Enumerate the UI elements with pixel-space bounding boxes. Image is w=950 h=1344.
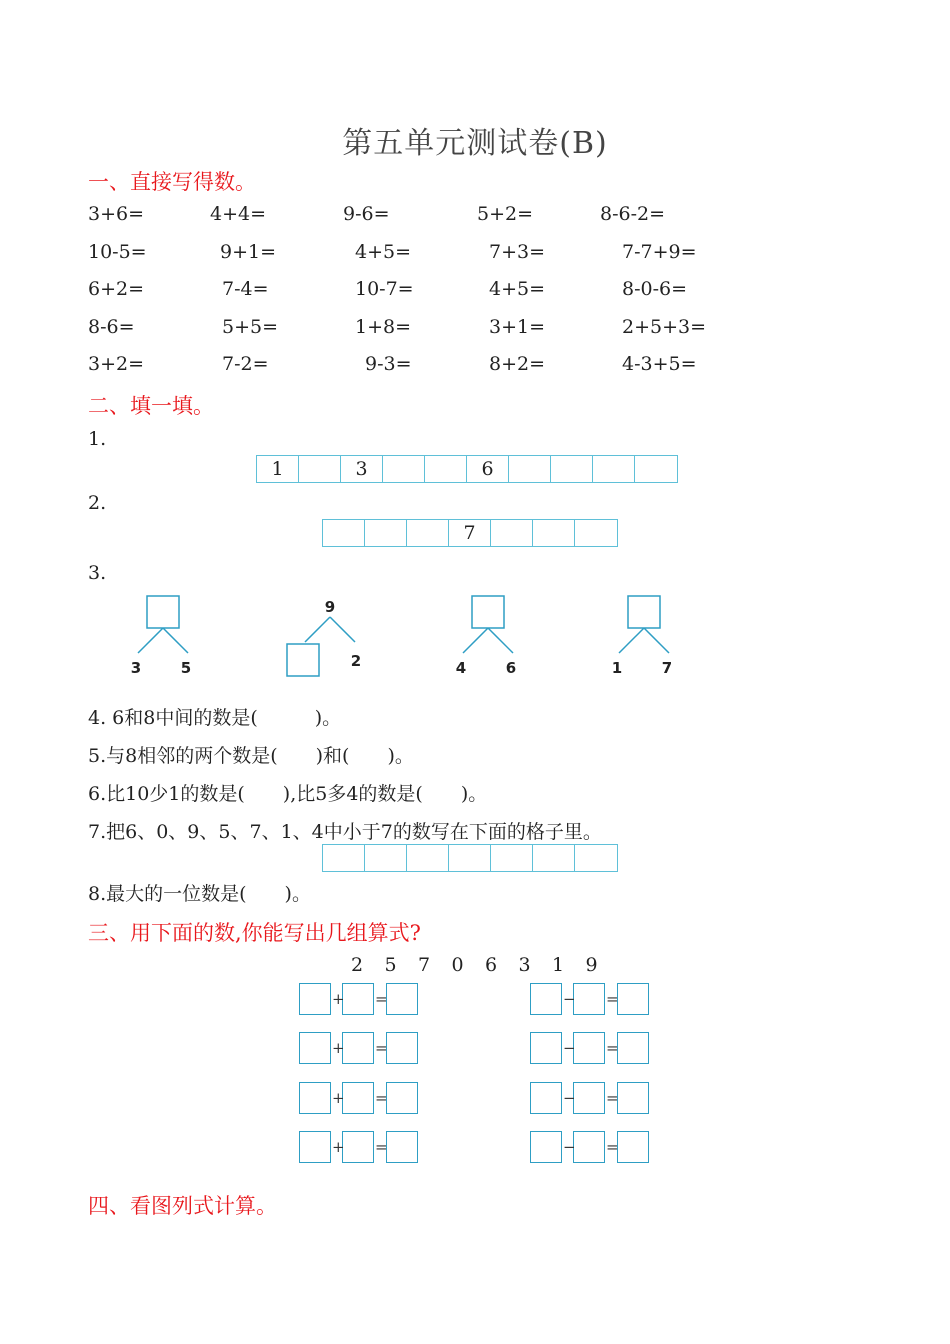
bond-number: 7 — [661, 659, 673, 677]
math-expression: 10-7= — [355, 278, 414, 300]
q4-text: 4. 6和8中间的数是( )。 — [88, 707, 342, 729]
q5-text: 5.与8相邻的两个数是( )和( )。 — [88, 745, 414, 767]
bond-number: 6 — [505, 659, 517, 677]
grid-cell[interactable] — [551, 456, 593, 482]
q7-text: 7.把6、0、9、5、7、1、4中小于7的数写在下面的格子里。 — [88, 821, 602, 843]
section3-heading: 三、用下面的数,你能写出几组算式? — [88, 921, 421, 945]
equation-box[interactable] — [342, 1082, 374, 1114]
equals-sign: = — [606, 1089, 619, 1107]
bond-line — [163, 628, 188, 653]
equals-sign: = — [606, 990, 619, 1008]
digit: 0 — [451, 954, 464, 976]
equation-box[interactable] — [386, 983, 418, 1015]
equation-box[interactable] — [299, 1131, 331, 1163]
math-expression: 6+2= — [88, 278, 145, 300]
equation-box[interactable] — [573, 1032, 605, 1064]
bond-number: 3 — [130, 659, 142, 677]
grid-cell[interactable] — [407, 520, 449, 546]
grid-cell[interactable] — [575, 520, 617, 546]
digit: 2 — [351, 954, 364, 976]
math-expression: 3+6= — [88, 203, 145, 225]
grid-cell[interactable] — [323, 845, 365, 871]
bond-line — [463, 628, 488, 653]
section1-heading: 一、直接写得数。 — [88, 170, 256, 194]
grid-cell[interactable] — [365, 845, 407, 871]
digit: 9 — [585, 954, 598, 976]
answer-box[interactable] — [628, 596, 660, 628]
q3-label: 3. — [88, 562, 107, 584]
math-expression: 7-7+9= — [622, 241, 697, 263]
math-expression: 7-4= — [222, 278, 269, 300]
equation-box[interactable] — [299, 1082, 331, 1114]
q2-label: 2. — [88, 492, 107, 514]
equation-box[interactable] — [530, 983, 562, 1015]
equals-sign: = — [606, 1039, 619, 1057]
grid-cell[interactable] — [509, 456, 551, 482]
equation-box[interactable] — [530, 1032, 562, 1064]
answer-box[interactable] — [472, 596, 504, 628]
math-expression: 8-0-6= — [622, 278, 688, 300]
equals-sign: = — [606, 1138, 619, 1156]
number-bond-trees — [0, 590, 950, 690]
math-expression: 2+5+3= — [622, 316, 707, 338]
grid-cell[interactable] — [323, 520, 365, 546]
q8-text: 8.最大的一位数是( )。 — [88, 883, 311, 905]
equation-box[interactable] — [530, 1131, 562, 1163]
equation-box[interactable] — [573, 1082, 605, 1114]
section2-heading: 二、填一填。 — [88, 394, 214, 418]
math-expression: 9-6= — [343, 203, 390, 225]
plus-sign: + — [332, 1089, 345, 1107]
math-expression: 4+5= — [489, 278, 546, 300]
bond-number: 1 — [611, 659, 623, 677]
grid-cell[interactable] — [593, 456, 635, 482]
equation-box[interactable] — [617, 1131, 649, 1163]
grid-cell: 7 — [449, 520, 491, 546]
q7-answer-grid — [322, 844, 618, 872]
equation-box[interactable] — [386, 1032, 418, 1064]
bond-number: 4 — [455, 659, 467, 677]
digit: 5 — [384, 954, 397, 976]
bond-line — [330, 617, 355, 642]
grid-cell[interactable] — [299, 456, 341, 482]
equation-box[interactable] — [617, 1082, 649, 1114]
q6-text: 6.比10少1的数是( ),比5多4的数是( )。 — [88, 783, 488, 805]
math-expression: 5+2= — [477, 203, 534, 225]
plus-sign: + — [332, 1138, 345, 1156]
digit: 6 — [485, 954, 498, 976]
math-expression: 4-3+5= — [622, 353, 697, 375]
bond-line — [305, 617, 330, 642]
q2-number-grid — [322, 519, 618, 547]
equation-box[interactable] — [617, 1032, 649, 1064]
math-expression: 8-6-2= — [600, 203, 666, 225]
math-expression: 8+2= — [489, 353, 546, 375]
math-expression: 4+5= — [355, 241, 412, 263]
plus-sign: + — [332, 990, 345, 1008]
bond-number: 5 — [180, 659, 192, 677]
bond-line — [619, 628, 644, 653]
math-expression: 3+1= — [489, 316, 546, 338]
grid-cell[interactable] — [407, 845, 449, 871]
equation-box[interactable] — [573, 1131, 605, 1163]
grid-cell[interactable] — [533, 520, 575, 546]
math-expression: 7+3= — [489, 241, 546, 263]
math-expression: 5+5= — [222, 316, 279, 338]
page-title: 第五单元测试卷(B) — [342, 126, 608, 161]
math-expression: 9+1= — [220, 241, 277, 263]
grid-cell[interactable] — [491, 845, 533, 871]
equation-box[interactable] — [573, 983, 605, 1015]
grid-cell: 1 — [257, 456, 299, 482]
grid-cell[interactable] — [365, 520, 407, 546]
equation-box[interactable] — [386, 1082, 418, 1114]
grid-cell[interactable] — [449, 845, 491, 871]
grid-cell: 6 — [467, 456, 509, 482]
equation-box[interactable] — [386, 1131, 418, 1163]
grid-cell[interactable] — [491, 520, 533, 546]
bond-line — [138, 628, 163, 653]
equals-sign: = — [375, 990, 388, 1008]
grid-cell: 3 — [341, 456, 383, 482]
equals-sign: = — [375, 1138, 388, 1156]
math-expression: 7-2= — [222, 353, 269, 375]
section4-heading: 四、看图列式计算。 — [88, 1194, 277, 1218]
math-expression: 8-6= — [88, 316, 135, 338]
bond-line — [488, 628, 513, 653]
minus-sign: − — [563, 1138, 576, 1156]
grid-cell[interactable] — [425, 456, 467, 482]
math-expression: 9-3= — [365, 353, 412, 375]
math-expression: 4+4= — [210, 203, 267, 225]
digit: 3 — [518, 954, 531, 976]
grid-cell[interactable] — [383, 456, 425, 482]
digit: 7 — [418, 954, 431, 976]
minus-sign: − — [563, 1089, 576, 1107]
equation-box[interactable] — [342, 1032, 374, 1064]
plus-sign: + — [332, 1039, 345, 1057]
minus-sign: − — [563, 1039, 576, 1057]
equation-box[interactable] — [342, 1131, 374, 1163]
math-expression: 1+8= — [355, 316, 412, 338]
q1-number-grid — [256, 455, 678, 483]
equation-box[interactable] — [617, 983, 649, 1015]
q1-label: 1. — [88, 428, 107, 450]
answer-box[interactable] — [147, 596, 179, 628]
equation-box[interactable] — [342, 983, 374, 1015]
math-expression: 3+2= — [88, 353, 145, 375]
equals-sign: = — [375, 1089, 388, 1107]
bond-number: 9 — [324, 598, 336, 616]
equation-box[interactable] — [530, 1082, 562, 1114]
equals-sign: = — [375, 1039, 388, 1057]
minus-sign: − — [563, 990, 576, 1008]
math-expression: 10-5= — [88, 241, 147, 263]
equation-box[interactable] — [299, 1032, 331, 1064]
grid-cell[interactable] — [533, 845, 575, 871]
grid-cell[interactable] — [635, 456, 677, 482]
digit: 1 — [552, 954, 565, 976]
bond-number: 2 — [350, 652, 362, 670]
grid-cell[interactable] — [575, 845, 617, 871]
bond-line — [644, 628, 669, 653]
equation-box[interactable] — [299, 983, 331, 1015]
answer-box[interactable] — [287, 644, 319, 676]
